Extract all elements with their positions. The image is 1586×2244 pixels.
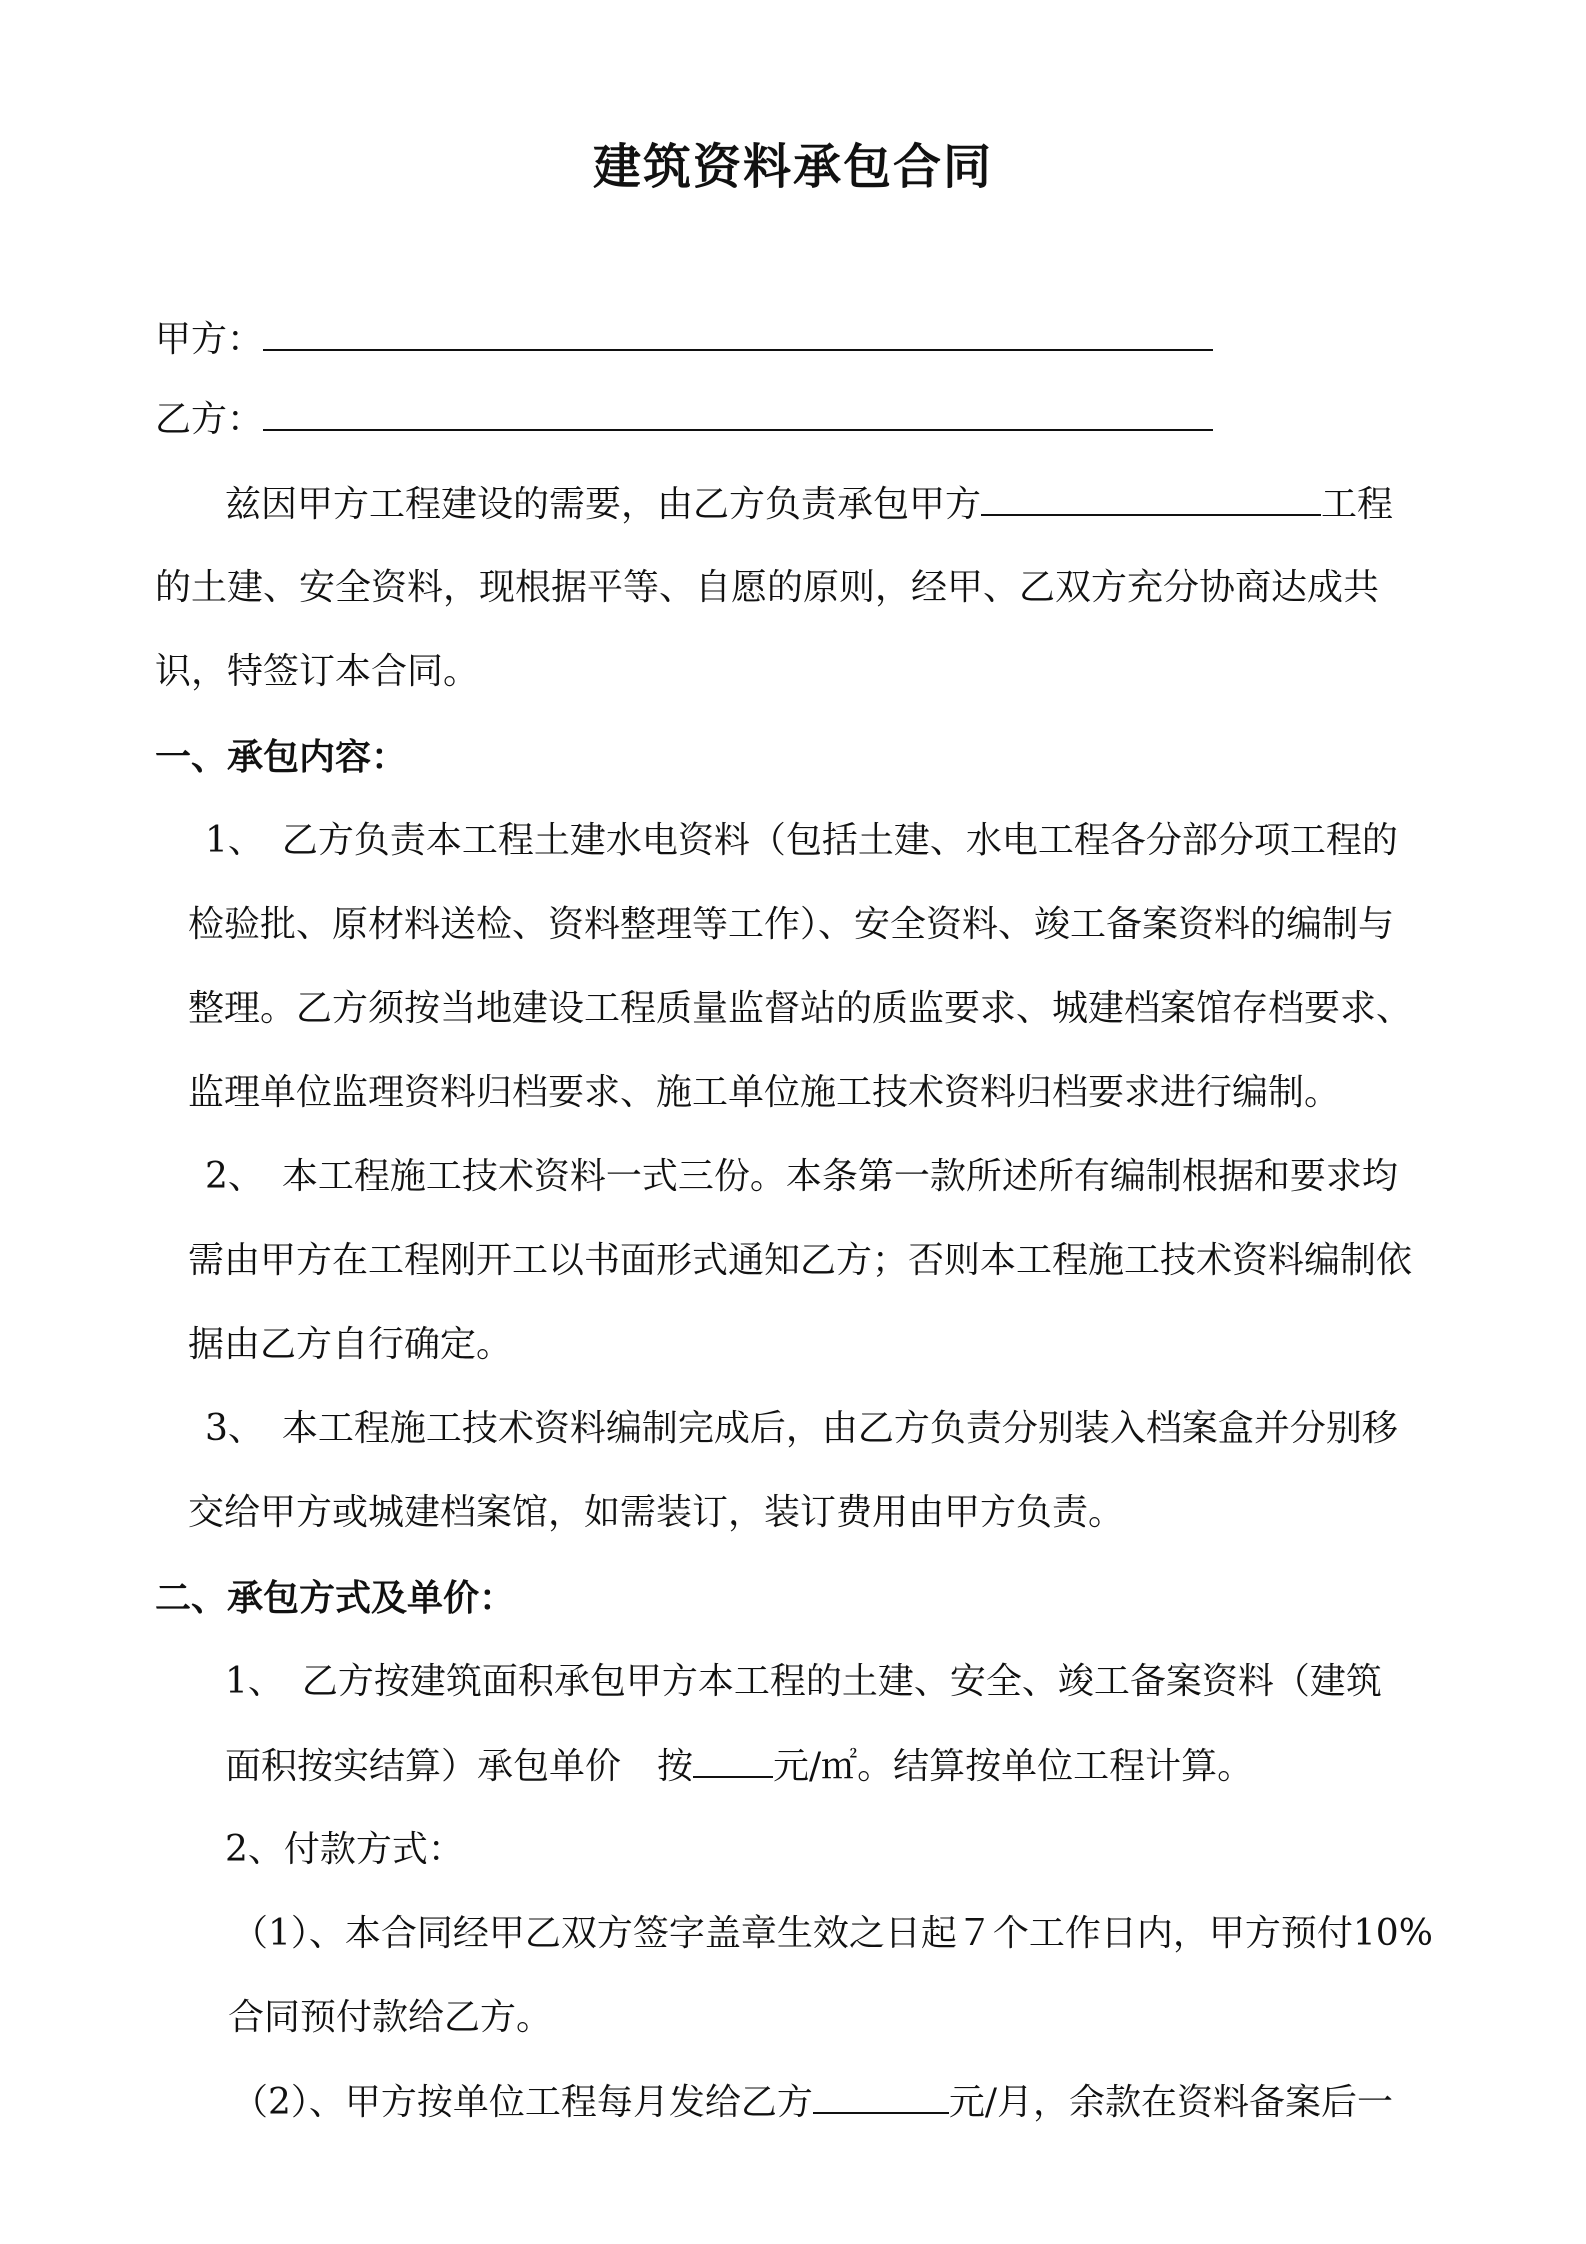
party-b-line: [155, 395, 1213, 444]
s1-item2-line-3: 据由乙方自行确定。: [188, 1324, 513, 1365]
party-b-blank[interactable]: [263, 395, 1213, 431]
s1-item2-line-1: 2、 本工程施工技术资料一式三份。本条第一款所述所有编制根据和要求均: [205, 1156, 1398, 1197]
party-a-label: 甲方：: [155, 319, 264, 360]
intro-text-1a: 兹因甲方工程建设的需要，由乙方负责承包甲方: [225, 484, 982, 525]
s2-item2-heading: 2、付款方式：: [225, 1829, 464, 1870]
s1-item3-line-2: 交给甲方或城建档案馆，如需装订，装订费用由甲方负责。: [188, 1492, 1125, 1533]
s2-pay2-text-1a: （2）、甲方按单位工程每月发给乙方: [232, 2082, 813, 2123]
s2-item1-text-2b: 元/㎡。结算按单位工程计算。: [773, 1746, 1254, 1787]
s1-item1-line-1: 1、 乙方负责本工程土建水电资料（包括土建、水电工程各分部分项工程的: [205, 820, 1398, 861]
s1-item1-line-3: 整理。乙方须按当地建设工程质量监督站的质监要求、城建档案馆存档要求、: [188, 988, 1413, 1029]
unit-price-blank[interactable]: [693, 1742, 773, 1778]
intro-line-2: 的土建、安全资料，现根据平等、自愿的原则，经甲、乙双方充分协商达成共: [155, 567, 1380, 608]
document-title: 建筑资料承包合同: [592, 139, 993, 195]
monthly-payment-blank[interactable]: [813, 2078, 949, 2114]
s1-item2-line-2: 需由甲方在工程刚开工以书面形式通知乙方；否则本工程施工技术资料编制依: [188, 1240, 1413, 1281]
s2-pay1-line-1: （1）、本合同经甲乙双方签字盖章生效之日起７个工作日内，甲方预付10%: [232, 1913, 1433, 1954]
s2-pay2-line-1: [232, 2078, 1393, 2127]
party-b-label: 乙方：: [155, 399, 264, 440]
s2-pay1-line-2: 合同预付款给乙方。: [228, 1997, 553, 2038]
section-1-heading: 一、承包内容：: [155, 736, 408, 778]
s2-item1-text-2a: 面积按实结算）承包单价 按: [225, 1746, 694, 1787]
party-a-line: [155, 315, 1213, 364]
project-name-blank[interactable]: [981, 480, 1321, 516]
s2-item1-line-1: 1、 乙方按建筑面积承包甲方本工程的土建、安全、竣工备案资料（建筑: [225, 1661, 1382, 1702]
intro-line-1: [225, 480, 1393, 529]
s1-item1-line-4: 监理单位监理资料归档要求、施工单位施工技术资料归档要求进行编制。: [188, 1072, 1341, 1113]
s1-item1-line-2: 检验批、原材料送检、资料整理等工作）、安全资料、竣工备案资料的编制与: [188, 904, 1395, 945]
intro-line-3: 识，特签订本合同。: [155, 651, 480, 692]
party-a-blank[interactable]: [263, 315, 1213, 351]
s2-pay2-text-1b: 元/月，余款在资料备案后一: [948, 2082, 1394, 2123]
s2-item1-line-2: [225, 1742, 1253, 1791]
section-2-heading: 二、承包方式及单价：: [155, 1577, 516, 1619]
intro-text-1b: 工程: [1321, 484, 1394, 525]
s1-item3-line-1: 3、 本工程施工技术资料编制完成后，由乙方负责分别装入档案盒并分别移: [205, 1408, 1398, 1449]
